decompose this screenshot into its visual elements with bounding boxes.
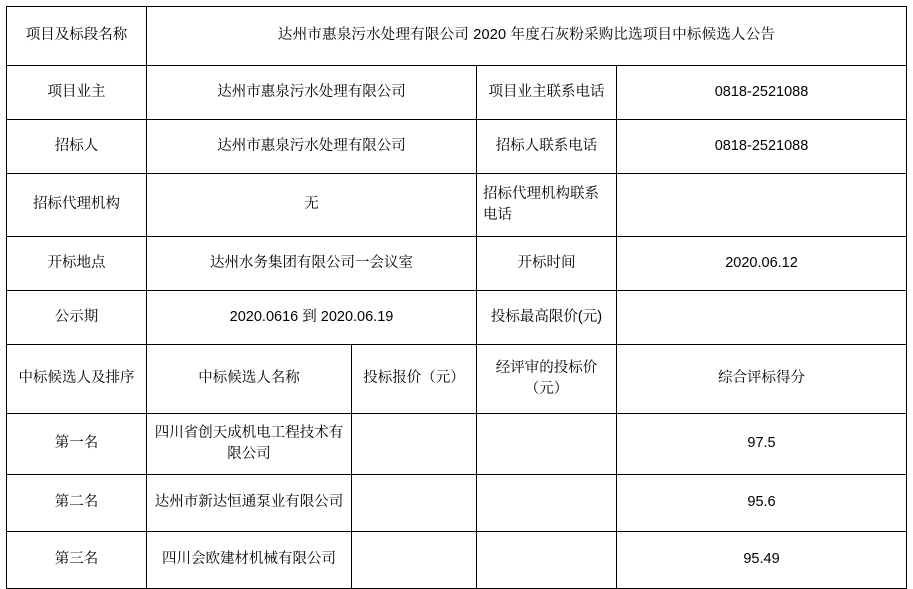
agency-phone-label: 招标代理机构联系电话 [477,174,617,237]
bid-announcement-table [6,6,907,589]
owner-value: 达州市惠泉污水处理有限公司 [147,66,477,120]
max-price-label: 投标最高限价(元) [477,291,617,345]
candidate-rank: 第二名 [7,475,147,532]
publicity-period-value: 2020.0616 到 2020.06.19 [147,291,477,345]
candidate-evaluated-price [477,532,617,589]
candidate-name: 达州市新达恒通泵业有限公司 [147,475,352,532]
agency-label: 招标代理机构 [7,174,147,237]
table-row [7,532,907,589]
candidate-header-row [7,345,907,414]
candidate-bid-price [352,475,477,532]
bid-opening-place-label: 开标地点 [7,237,147,291]
tenderer-phone-value: 0818-2521088 [617,120,907,174]
table-row [7,475,907,532]
table-row [7,120,907,174]
candidate-name: 四川省创天成机电工程技术有限公司 [147,414,352,475]
document-sheet [0,6,913,568]
tenderer-phone-label: 招标人联系电话 [477,120,617,174]
agency-value: 无 [147,174,477,237]
owner-phone-value: 0818-2521088 [617,66,907,120]
candidate-evaluated-price [477,475,617,532]
candidate-score: 97.5 [617,414,907,475]
project-name-label: 项目及标段名称 [7,7,147,66]
table-row [7,237,907,291]
score-column-header: 综合评标得分 [617,345,907,414]
candidate-bid-price [352,532,477,589]
candidate-bid-price [352,414,477,475]
candidate-rank: 第一名 [7,414,147,475]
bid-opening-time-label: 开标时间 [477,237,617,291]
max-price-value [617,291,907,345]
bid-opening-place-value: 达州水务集团有限公司一会议室 [147,237,477,291]
table-row [7,174,907,237]
name-column-header: 中标候选人名称 [147,345,352,414]
tenderer-label: 招标人 [7,120,147,174]
table-row [7,66,907,120]
owner-label: 项目业主 [7,66,147,120]
publicity-period-label: 公示期 [7,291,147,345]
candidate-score: 95.49 [617,532,907,589]
owner-phone-label: 项目业主联系电话 [477,66,617,120]
bid-opening-time-value: 2020.06.12 [617,237,907,291]
table-row [7,7,907,66]
candidate-evaluated-price [477,414,617,475]
table-row [7,291,907,345]
evaluated-price-column-header: 经评审的投标价（元） [477,345,617,414]
rank-column-header: 中标候选人及排序 [7,345,147,414]
table-row [7,414,907,475]
project-name-value: 达州市惠泉污水处理有限公司 2020 年度石灰粉采购比选项目中标候选人公告 [147,7,907,66]
bid-price-column-header: 投标报价（元） [352,345,477,414]
tenderer-value: 达州市惠泉污水处理有限公司 [147,120,477,174]
candidate-rank: 第三名 [7,532,147,589]
agency-phone-value [617,174,907,237]
candidate-score: 95.6 [617,475,907,532]
candidate-name: 四川会欧建材机械有限公司 [147,532,352,589]
